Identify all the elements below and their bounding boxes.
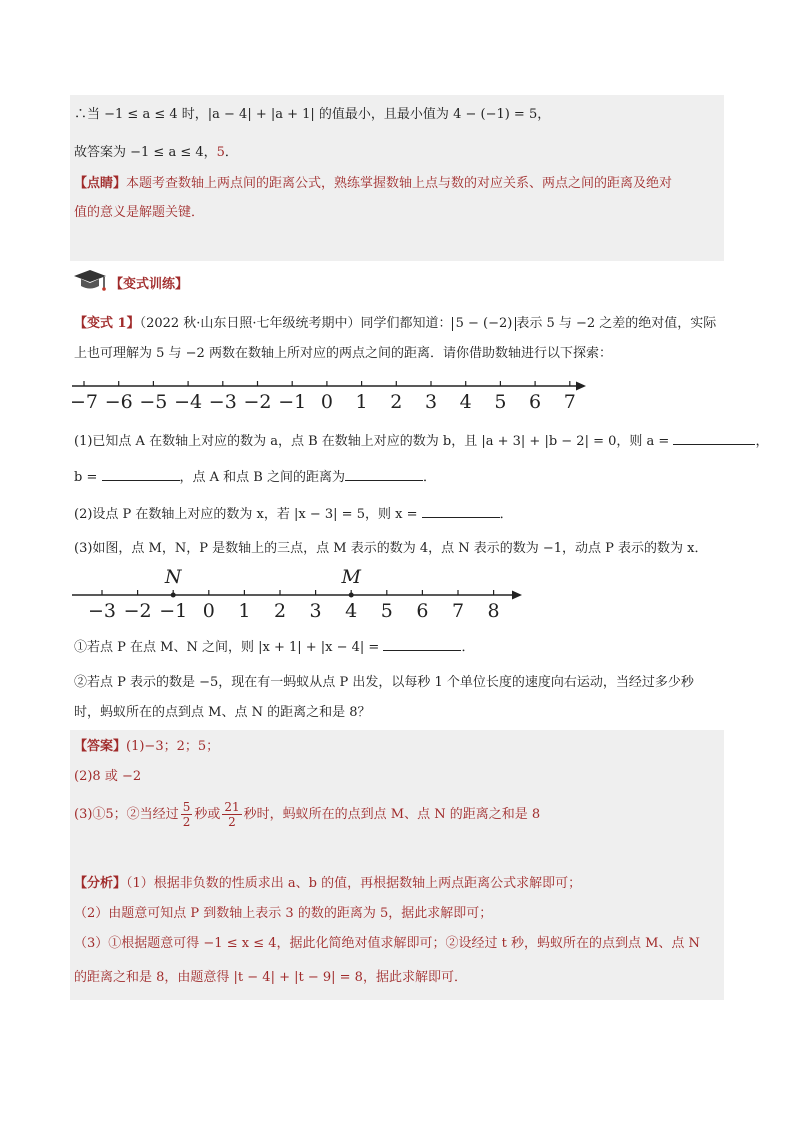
dianjing-label: 【点睛】 bbox=[74, 176, 127, 191]
answer-line-1: 【答案】(1)−3；2；5； bbox=[74, 739, 220, 754]
question-3-intro: (3)如图，点 M，N，P 是数轴上的三点，点 M 表示的数为 4，点 N 表示的数为 −1，动点 P 表示的数为 x． bbox=[74, 541, 708, 556]
problem-intro-line-1: 【变式 1】（2022 秋·山东日照·七年级统考期中）同学们都知道： 5 − (−2) 表示 5 与 −2 之差的绝对值，实际 bbox=[74, 316, 717, 331]
axis-tick-label: 3 bbox=[309, 600, 322, 622]
answer-blank-b[interactable] bbox=[102, 467, 180, 481]
point-n-label: N bbox=[164, 566, 182, 588]
axis-tick-label: −6 bbox=[104, 391, 133, 413]
axis-tick-label: 0 bbox=[320, 391, 333, 413]
question-3-2-line-2: 时，蚂蚁所在的点到点 M、点 N 的距离之和是 8？ bbox=[74, 705, 371, 720]
axis-tick-label: −1 bbox=[278, 391, 307, 413]
fraction-twenty-one-halves: $\frac{21}{2}$ bbox=[224, 800, 240, 829]
axis-tick-label: 3 bbox=[424, 391, 438, 413]
axis-tick-label: 2 bbox=[390, 391, 403, 413]
analysis-line-4: 的距离之和是 8，由题意得 |t − 4| + |t − 9| = 8，据此求解即可． bbox=[74, 970, 467, 985]
dianjing-line-1: 【点睛】本题考查数轴上两点间的距离公式，熟练掌握数轴上点与数的对应关系、两点之间的距离及绝对 bbox=[74, 176, 673, 191]
point-n-dot bbox=[171, 593, 176, 598]
point-m-label: M bbox=[341, 566, 361, 588]
axis-tick-label: 4 bbox=[345, 600, 358, 622]
answer-blank-x[interactable] bbox=[422, 504, 500, 518]
question-1-line-2: b = ，点 A 和点 B 之间的距离为 ． bbox=[74, 467, 436, 487]
question-3-1: ①若点 P 在点 M、N 之间，则 |x + 1| + |x − 4| = ． bbox=[74, 637, 474, 657]
axis-tick-label: 1 bbox=[238, 600, 251, 622]
answer-block bbox=[70, 730, 724, 1000]
axis-tick-label: 5 bbox=[494, 391, 507, 413]
axis-tick-label: −1 bbox=[159, 600, 188, 622]
axis-tick-label: −2 bbox=[123, 600, 152, 622]
answer-line-3: (3)①5；②当经过 $\frac{5}{2}$ 秒或 $\frac{21}{2}$ 秒时，蚂蚁所在的点到点 M、点 N 的距离之和是 8 bbox=[74, 800, 541, 829]
dianjing-line-2: 值的意义是解题关键． bbox=[74, 205, 205, 220]
axis-tick-label: −4 bbox=[174, 391, 203, 413]
solution-line-2: 故答案为 −1 ≤ a ≤ 4，5． bbox=[74, 145, 238, 160]
axis-tick-label: −7 bbox=[70, 391, 99, 413]
axis-tick-label: 8 bbox=[487, 600, 500, 622]
axis-tick-label: 6 bbox=[416, 600, 429, 622]
axis-tick-label: 7 bbox=[563, 391, 576, 413]
axis-tick-label: 2 bbox=[273, 600, 287, 622]
answer-label: 【答案】 bbox=[74, 739, 127, 754]
answer-line-2: (2)8 或 −2 bbox=[74, 769, 142, 784]
axis-tick-label: 5 bbox=[380, 600, 393, 622]
number-line-1 bbox=[70, 364, 592, 416]
axis-tick-label: 1 bbox=[355, 391, 368, 413]
abs-expression: 5 − (−2) bbox=[452, 317, 517, 331]
number-line-2 bbox=[70, 563, 530, 629]
axis-tick-label: 7 bbox=[451, 600, 465, 622]
axis-tick-label: −3 bbox=[87, 600, 117, 622]
question-1-line-1: (1)已知点 A 在数轴上对应的数为 a，点 B 在数轴上对应的数为 b，且 |a + 3| + |b − 2| = 0，则 a = ， bbox=[74, 431, 768, 451]
point-m-dot bbox=[349, 593, 354, 598]
section-title: 【变式训练】 bbox=[110, 277, 189, 292]
answer-blank-sum[interactable] bbox=[383, 637, 461, 651]
problem-label: 【变式 1】 bbox=[74, 316, 140, 331]
graduation-cap-icon bbox=[72, 268, 108, 294]
problem-intro-line-2: 上也可理解为 5 与 −2 两数在数轴上所对应的两点之间的距离．请你借助数轴进行以下探索： bbox=[74, 346, 612, 361]
axis-tick-label: 6 bbox=[529, 391, 542, 413]
question-2: (2)设点 P 在数轴上对应的数为 x，若 |x − 3| = 5，则 x = ． bbox=[74, 504, 513, 524]
fraction-five-halves: $\frac{5}{2}$ bbox=[182, 800, 191, 829]
analysis-line-2: （2）由题意可知点 P 到数轴上表示 3 的数的距离为 5，据此求解即可； bbox=[74, 906, 493, 921]
axis-tick-label: −5 bbox=[139, 391, 168, 413]
solution-line-1: ∴当 −1 ≤ a ≤ 4 时，|a − 4| + |a + 1| 的值最小，且最小值为 4 − (−1) = 5， bbox=[74, 107, 551, 122]
axis-tick-label: −2 bbox=[243, 391, 272, 413]
axis-tick-label: −3 bbox=[208, 391, 237, 413]
axis-tick-label: 0 bbox=[202, 600, 215, 622]
question-3-2-line-1: ②若点 P 表示的数是 −5，现在有一蚂蚁从点 P 出发，以每秒 1 个单位长度的速度向右运动，当经过多少秒 bbox=[74, 675, 694, 690]
analysis-line-1: 【分析】（1）根据非负数的性质求出 a、b 的值，再根据数轴上两点距离公式求解即可； bbox=[74, 876, 582, 891]
analysis-line-3: （3）①根据题意可得 −1 ≤ x ≤ 4，据此化简绝对值求解即可；②设经过 t 秒，蚂蚁所在的点到点 M、点 N bbox=[74, 936, 700, 951]
answer-blank-distance[interactable] bbox=[345, 467, 423, 481]
answer-blank-a[interactable] bbox=[673, 431, 755, 445]
analysis-label: 【分析】 bbox=[74, 876, 127, 891]
axis-tick-label: 4 bbox=[459, 391, 472, 413]
